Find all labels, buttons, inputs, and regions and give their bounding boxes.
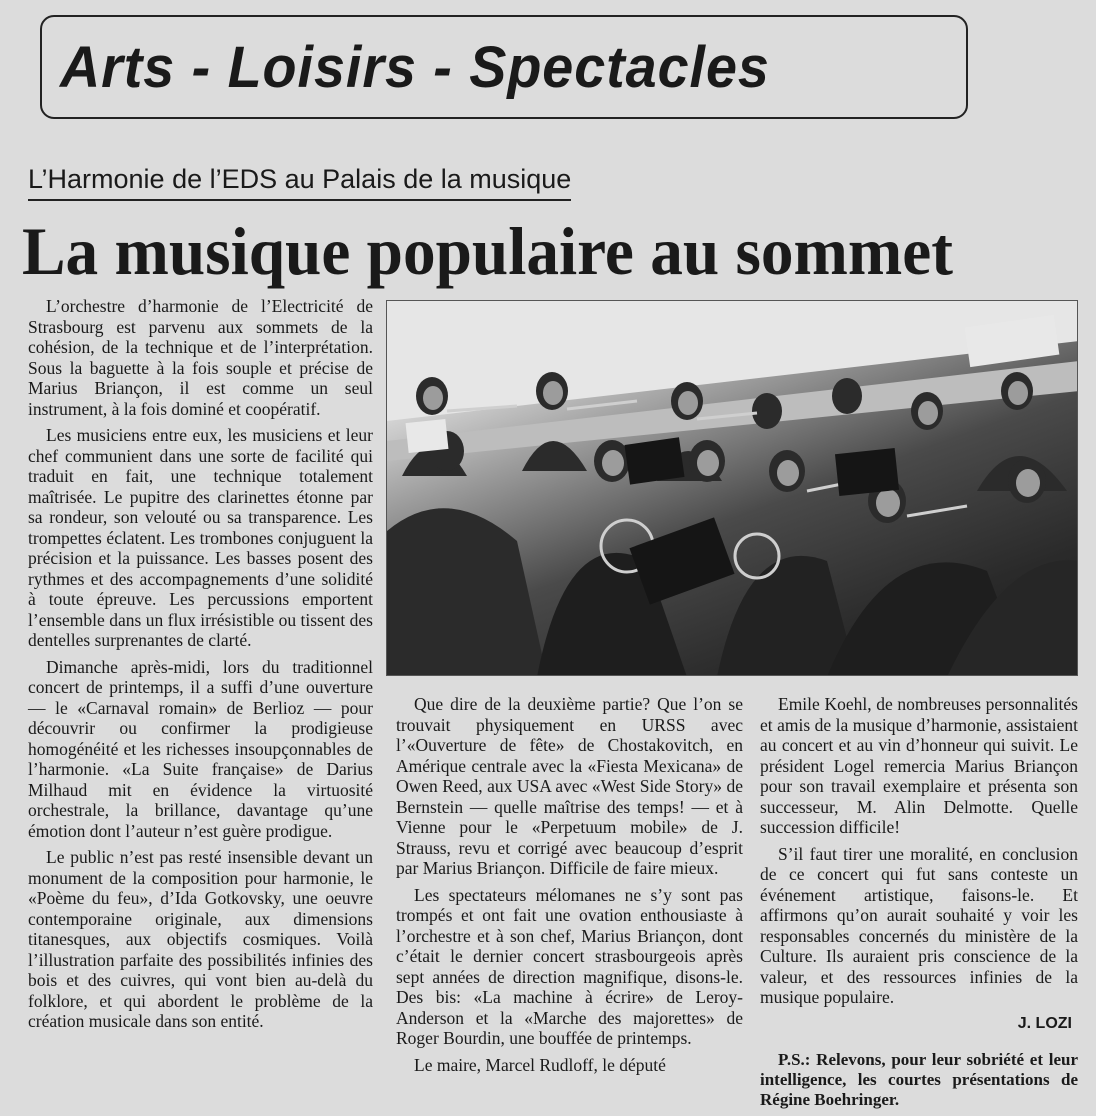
paragraph: L’orchestre d’harmonie de l’Electricité de Strasbourg est parvenu aux sommets de la cohésion, de la technique et de l’interprétation. Sous la baguette à la fois souple et précise de Marius Briançon, il est comme un seul instrument, à la fois dominé et coopératif.	[28, 296, 373, 419]
orchestra-photo-illustration	[387, 301, 1078, 676]
article-kicker: L’Harmonie de l’EDS au Palais de la musique	[28, 164, 571, 201]
article-column-1	[28, 296, 373, 1038]
article-column-2	[396, 694, 743, 1081]
orchestra-photo	[386, 300, 1078, 676]
author-signature: J. LOZI	[1017, 1014, 1072, 1032]
paragraph: Que dire de la deuxième partie? Que l’on se trouvait physiquement en URSS avec l’«Ouverture de fête» de Chostakovitch, en Amérique centrale avec la «Fiesta Mexicana» de Owen Reed, aux USA avec «West Side Story» de Bernstein — quelle maîtrise des temps! — et à Vienne pour le «Perpetuum mobile» de J. Strauss, revu et corrigé avec beaucoup d’esprit par Marius Briançon. Difficile de faire mieux.	[396, 694, 743, 878]
paragraph: Le public n’est pas resté insensible devant un monument de la composition pour harmonie, le «Poème du feu», d’Ida Gotkovsky, une oeuvre contemporaine originale, aux dimensions titanesques, aux objectifs cosmiques. Voilà l’illustration parfaite des possibilités infinies des bois et des cuivres, qui vont bien au-delà du folklore, et qui abordent le problème de la création musicale dans son entité.	[28, 847, 373, 1031]
paragraph: Le maire, Marcel Rudloff, le député	[414, 1054, 666, 1075]
paragraph: Dimanche après-midi, lors du traditionnel concert de printemps, il a suffi d’une ouverture — le «Carnaval romain» de Berlioz — pour découvrir ou confirmer la prodigieuse homogénéité et les richesses insoupçonnables de l’harmonie. «La Suite française» de Darius Milhaud mit en évidence la virtuosité orchestrale, la brillance, davantage qu’une émotion dont l’auteur n’est guère prodigue.	[28, 656, 373, 841]
paragraph: Emile Koehl, de nombreuses personnalités et amis de la musique d’harmonie, assistaient au concert et au vin d’honneur qui suivit. Le président Logel remercia Marius Briançon pour son travail exemplaire et présenta son successeur, M. Alin Delmotte. Quelle succession difficile!	[760, 694, 1078, 837]
article-column-3	[760, 694, 1078, 1116]
section-banner-title: Arts - Loisirs - Spectacles	[60, 34, 770, 100]
paragraph: Les spectateurs mélomanes ne s’y sont pas trompés et ont fait une ovation enthousiaste à l’orchestre et à son chef, Marius Briançon, dont c’était le dernier concert strasbourgeois après sept années de direction magnifique, disons-le. Des bis: «La machine à écrire» de Leroy-Anderson et la «Marche des majorettes» de Roger Bourdin, une bouffée de printemps.	[396, 884, 743, 1048]
article-headline: La musique populaire au sommet	[22, 213, 953, 289]
paragraph: Les musiciens entre eux, les musiciens et leur chef communient dans une sorte de facilité qui traduit en fait, une technique totalement maîtrisée. Le pupitre des clarinettes étonne par sa rondeur, son velouté ou sa transparence. Les trompettes éclatent. Les trombones conjuguent la précision et la puissance. Les basses posent des rythmes et des accompagnements d’une solidité à toute épreuve. Les percussions emportent l’ensemble dans un flux irrésistible ou tissent des dentelles surprenantes de clarté.	[28, 425, 373, 650]
section-banner	[40, 15, 968, 119]
paragraph: S’il faut tirer une moralité, en conclusion de ce concert qui fut sans conteste un événement artistique, faisons-le. Et affirmons qu’on aurait souhaité y voir les responsables concernés du ministère de la Culture. Ils auraient pris conscience de la valeur, et des ressources infinies de la musique populaire.	[760, 843, 1078, 1007]
postscript: P.S.: Relevons, pour leur sobriété et leur intelligence, les courtes présentations de Régine Boehringer.	[760, 1050, 1078, 1109]
